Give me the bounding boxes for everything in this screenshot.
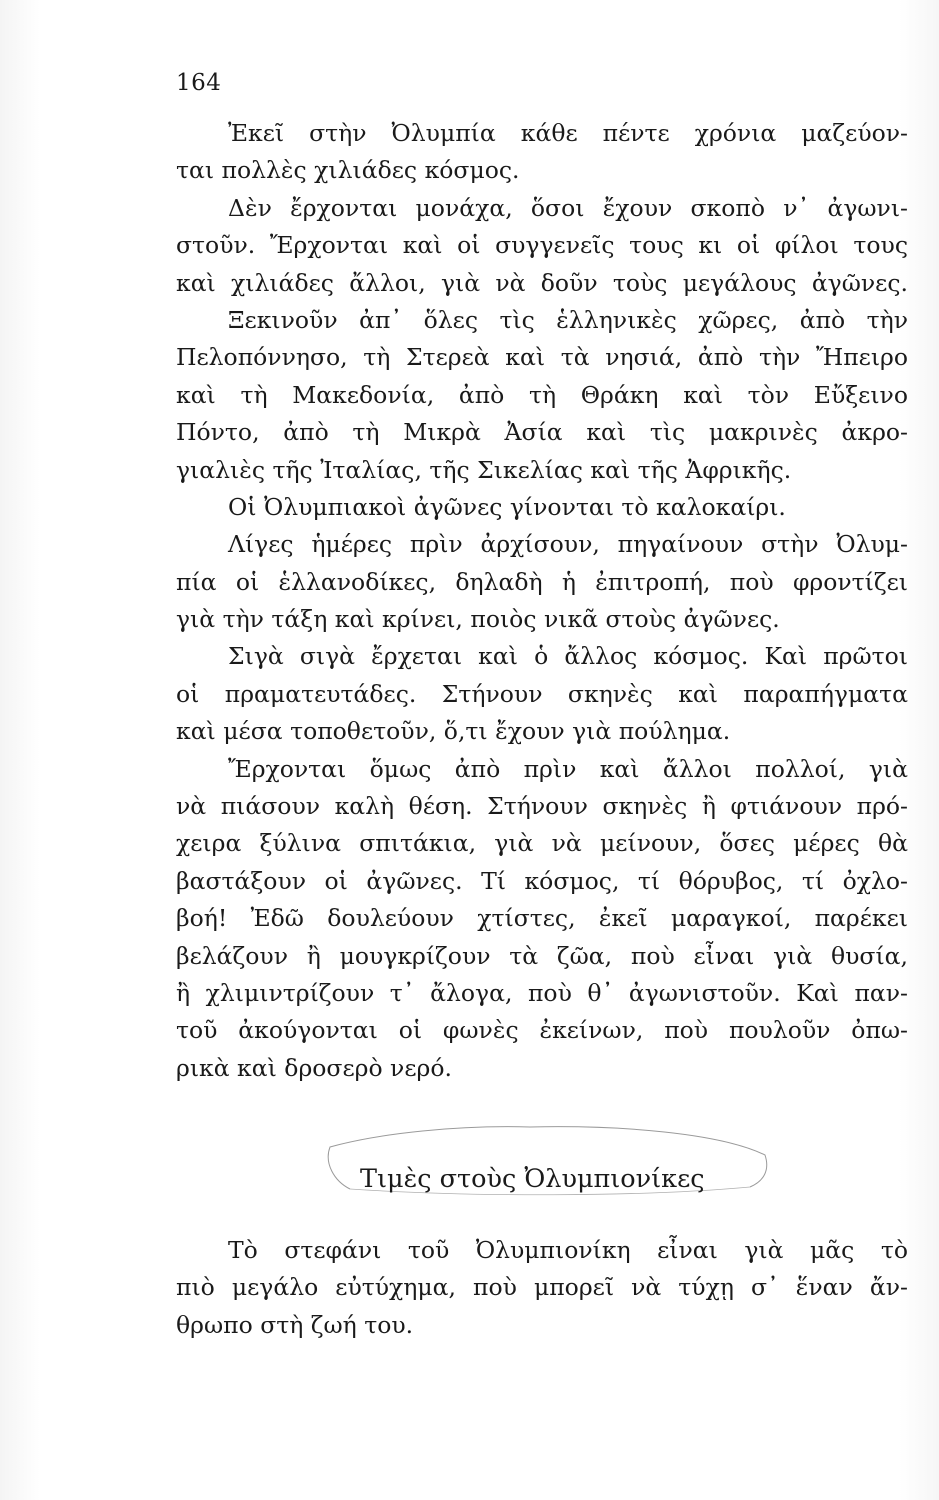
text-line: στοῦν. Ἔρχονται καὶ οἱ συγγενεῖς τους κι οἱ φίλοι τους: [176, 231, 908, 260]
text-line: γιὰ τὴν τάξη καὶ κρίνει, ποιὸς νικᾶ στοὺς ἀγῶνες.: [176, 605, 780, 634]
text-line: νὰ πιάσουν καλὴ θέση. Στήνουν σκηνὲς ἢ φτιάνουν πρό-: [176, 792, 908, 821]
text-line: ται πολλὲς χιλιάδες κόσμος.: [176, 156, 520, 185]
text-line: Οἱ Ὀλυμπιακοὶ ἀγῶνες γίνονται τὸ καλοκαίρι.: [228, 492, 786, 521]
text-line: Ξεκινοῦν ἀπ᾿ ὅλες τὶς ἑλληνικὲς χῶρες, ἀπὸ τὴν: [228, 305, 908, 334]
page-number: 164: [176, 70, 222, 96]
text-line: βαστάξουν οἱ ἀγῶνες. Τί κόσμος, τί θόρυβος, τί ὀχλο-: [176, 866, 908, 895]
text-line: τοῦ ἀκούγονται οἱ φωνὲς ἐκείνων, ποὺ πουλοῦν ὀπω-: [176, 1016, 908, 1045]
section-text: [176, 1232, 908, 1344]
section-heading-frame: [330, 1140, 780, 1220]
text-line: γιαλιὲς τῆς Ἰταλίας, τῆς Σικελίας καὶ τῆς Ἀφρικῆς.: [176, 455, 792, 484]
text-line: χειρα ξύλινα σπιτάκια, γιὰ νὰ μείνουν, ὅσες μέρες θὰ: [176, 829, 908, 858]
text-line: Λίγες ἡμέρες πρὶν ἀρχίσουν, πηγαίνουν στὴν Ὀλυμ-: [228, 530, 908, 559]
text-line: πία οἱ ἑλλανοδίκες, δηλαδὴ ἡ ἐπιτροπή, ποὺ φροντίζει: [176, 567, 908, 596]
text-line: Πόντο, ἀπὸ τὴ Μικρὰ Ἀσία καὶ τὶς μακρινὲς ἀκρο-: [176, 418, 908, 447]
text-line: καὶ μέσα τοποθετοῦν, ὅ,τι ἔχουν γιὰ πούλημα.: [176, 717, 731, 746]
text-line: Ἔρχονται ὅμως ἀπὸ πρὶν καὶ ἄλλοι πολλοί, γιὰ: [228, 754, 908, 783]
text-line: βελάζουν ἢ μουγκρίζουν τὰ ζῶα, ποὺ εἶναι γιὰ θυσία,: [176, 941, 908, 970]
text-line: ἢ χλιμιντρίζουν τ᾿ ἄλογα, ποὺ θ᾿ ἀγωνιστοῦν. Καὶ παν-: [176, 978, 908, 1007]
section-heading: Τιμὲς στοὺς Ὀλυμπιονίκες: [360, 1164, 705, 1194]
text-line: Σιγὰ σιγὰ ἔρχεται καὶ ὁ ἄλλος κόσμος. Καὶ πρῶτοι: [228, 642, 908, 671]
text-line: οἱ πραματευτάδες. Στήνουν σκηνὲς καὶ παραπήγματα: [176, 679, 908, 708]
text-line: Τὸ στεφάνι τοῦ Ὀλυμπιονίκη εἶναι γιὰ μᾶς τὸ: [228, 1236, 908, 1264]
text-line: ρικὰ καὶ δροσερὸ νερό.: [176, 1053, 452, 1082]
text-line: καὶ χιλιάδες ἄλλοι, γιὰ νὰ δοῦν τοὺς μεγάλους ἀγῶνες.: [176, 268, 908, 297]
text-line: Πελοπόννησο, τὴ Στερεὰ καὶ τὰ νησιά, ἀπὸ τὴν Ἤπειρο: [176, 343, 908, 372]
text-line: θρωπο στὴ ζωή του.: [176, 1310, 414, 1339]
text-line: Δὲν ἔρχονται μονάχα, ὅσοι ἔχουν σκοπὸ ν᾿ ἀγωνι-: [228, 193, 908, 222]
text-line: καὶ τὴ Μακεδονία, ἀπὸ τὴ Θράκη καὶ τὸν Εὔξεινο: [176, 380, 908, 409]
heading-frame-lines-icon: [320, 1085, 790, 1225]
text-line: πιὸ μεγάλο εὐτύχημα, ποὺ μπορεῖ νὰ τύχῃ σ᾿ ἕναν ἄν-: [176, 1273, 908, 1302]
main-text: [176, 115, 908, 1087]
text-line: βοή! Ἐδῶ δουλεύουν χτίστες, ἐκεῖ μαραγκοί, παρέκει: [176, 904, 908, 933]
text-line: Ἐκεῖ στὴν Ὀλυμπία κάθε πέντε χρόνια μαζεύον-: [228, 119, 908, 147]
